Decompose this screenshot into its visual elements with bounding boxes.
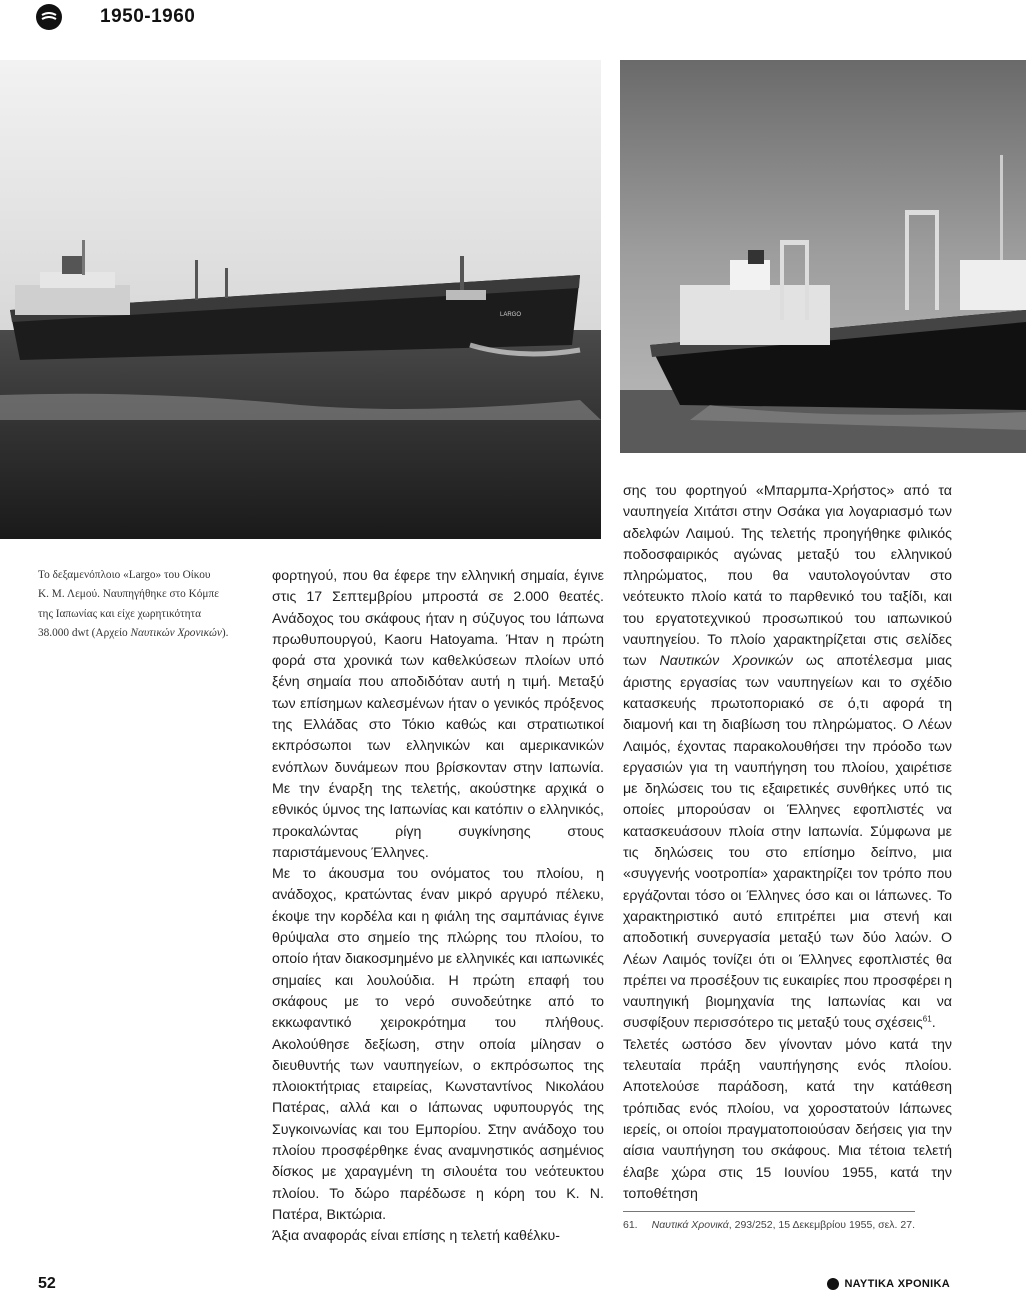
photo-caption [38,566,238,643]
footnote-number: 61. [623,1219,638,1231]
footnote [623,1219,915,1231]
caption-line: Κ. Μ. Λεμού. Ναυπηγήθηκε στο Κόμπε [38,588,219,601]
footnote-divider [623,1211,915,1212]
paragraph-text: . [931,1015,936,1032]
magazine-logo-icon [36,4,62,30]
paragraph [623,481,952,1035]
brand-logo-icon [827,1278,839,1290]
paragraph-text: σης του φορτηγού «Μπαρμπα-Χρήστος» από τα ναυπηγεία Χιτάτσι στην Οσάκα για λογαριασμό των αδελφών Λαιμού. Της τελετής προηγήθηκε φιλικός ποδοσφαιρικός αγώνας μεταξύ του ελληνικού πληρώματος, που θα ναυτολογούνταν στο νεότευκτο πλοίο κατά το παρθενικό του ταξίδι, και του εργατοτεχνικού προσωπικού του ιαπωνικού ναυπηγείου. Το πλοίο χαρακτηρίζεται στις σελίδες των [623,483,952,670]
section-title: 1950-1960 [100,6,196,27]
publication-title-italic: Ναυτικών Χρονικών [659,653,793,670]
paragraph: Τελετές ωστόσο δεν γίνονταν μόνο κατά την τελευταία πράξη ναυπήγησης ενός πλοίου. Αποτελούσε παράδοση, κατά την κατάθεση τρόπιδας ενός πλοίου, να χοροστατούν Ιάπωνες ιερείς, οι οποίοι πραγματοποιούσαν δεήσεις για την αίσια ναυπήγηση του σκάφους. Μια τέτοια τελετή έλαβε χώρα στις 15 Ιουνίου 1955, κατά την τοποθέτηση [623,1036,952,1202]
page-number: 52 [38,1275,56,1291]
paragraph: φορτηγού, που θα έφερε την ελληνική σημαία, έγινε στις 17 Σεπτεμβρίου μπροστά σε 2.000 θεατές. Ανάδοχος του σκάφους ήταν η σύζυγος του Ιάπωνα πρωθυπουργού, Kaoru Hatoyama. Ήταν η πρώτη φορά στα χρονικά των καθελκύσεων πλοίων υπό ξένη σημαία που αποδιδόταν αυτή η τιμή. Μεταξύ των επίσημων καλεσμένων ήταν ο γενικός πρόξενος της Ελλάδας στο Τόκιο καθώς και στρατιωτικοί εκπρόσωποι των ελληνικών και αμερικανικών ενόπλων δυνάμεων που βρίσκονταν στην Ιαπωνία. Με την έναρξη της τελετής, ακούστηκε αρχικά ο εθνικός ύμνος της Ιαπωνίας και κατόπιν ο ελληνικός, προκαλώντας ρίγη συγκίνησης στους παριστάμενους Έλληνες. [272,568,604,861]
photo-cargo-ship [620,60,1026,453]
tanker-photo-illustration [0,60,601,539]
caption-line: της Ιαπωνίας και είχε χωρητικότητα [38,607,201,620]
paragraph: Με το άκουσμα του ονόματος του πλοίου, η ανάδοχος, κρατώντας έναν μικρό αργυρό πέλεκυ, έκοψε την κορδέλα και η φιάλη της σαμπάνιας έγινε θρύψαλα στο σημείο της πλώρης του πλοίου, το οποίο ήταν διακοσμημένο με ελληνικές και ιαπωνικές σημαίες και λουλούδια. Η πρώτη επαφή του σκάφους με το νερό συνοδεύτηκε από το εκκωφαντικό χειροκρότημα του πλήθους. Ακολούθησε δεξίωση, στην οποία μίλησαν ο διευθυντής των ναυπηγείων, ο εκπρόσωπος της πλοιοκτήτριας εταιρείας, Κωνσταντίνος Νικολάου Πατέρας, αλλά και ο Ιάπωνας υφυπουργός της Συγκοινωνίας και του Εμπορίου. Στην ανάδοχο του πλοίου προσφέρθηκε ένας αναμνηστικός ασημένιος δίσκος με χαραγμένη τη σιλουέτα του νεότευκτου πλοίου. Το δώρο παρέδωσε η κόρη του Κ. Ν. Πατέρα, Βικτώρια. [272,866,604,1223]
brand-name: ΝΑΥΤΙΚΑ ΧΡΟΝΙΚΑ [844,1278,950,1290]
paragraph-text: ως αποτέλεσμα μιας άριστης εργασίας των ναυπηγείων και το σχέδιο κατασκευής πρωτοποριακό σε ό,τι αφορά τη διαμονή και τη διαβίωση του πληρώματος. Ο Λέων Λαιμός, έχοντας παρακολουθήσει την πρόοδο των εργασιών για τη ναυπήγηση του πλοίου, χαιρέτισε με δηλώσεις του τις εξαιρετικές συνθήκες υπό τις οποίες μπορούσαν οι Έλληνες εφοπλιστές να κατασκευάσουν πλοία στην Ιαπωνία. Σύμφωνα με τις δηλώσεις του στο επίσημο δείπνο, μια «συγγενής νοοτροπία» χαρακτηρίζει τον τρόπο που εργάζονται τόσο οι Έλληνες όσο και οι Ιάπωνες. Το χαρακτηριστικό αυτό επιτρέπει μια στενή και αποδοτική συνεργασία μεταξύ των δύο λαών. Ο Λέων Λαιμός τονίζει ότι οι Έλληνες εφοπλιστές θα πρέπει να προσέξουν τις ευκαιρίες που προσφέρει η ναυπηγική βιομηχανία της Ιαπωνίας και να συσφίξουν περισσότερο τις μεταξύ τους σχέσεις [623,653,952,1032]
caption-line: Το δεξαμενόπλοιο «Largo» του Οίκου [38,569,211,581]
caption-line [38,624,238,643]
body-column-right [623,481,952,1205]
photo-tanker-largo [0,60,601,539]
caption-source-italic: Ναυτικών Χρονικών [130,626,222,639]
footnote-reference[interactable]: 61 [922,1014,932,1024]
magazine-brand [827,1278,950,1290]
wave-icon [36,4,62,30]
ship-name-largo: LARGO [500,312,522,318]
cargo-ship-photo-illustration [620,60,1026,453]
body-column-middle [272,566,604,1248]
footnote-source-italic: Ναυτικά Χρονικά [651,1219,729,1231]
footnote-detail: , 293/252, 15 Δεκεμβρίου 1955, σελ. 27. [728,1219,915,1231]
caption-text: 38.000 dwt (Αρχείο [38,626,131,639]
caption-text: ). [221,626,229,639]
paragraph: Άξια αναφοράς είναι επίσης η τελετή καθέλκυ- [272,1228,560,1245]
